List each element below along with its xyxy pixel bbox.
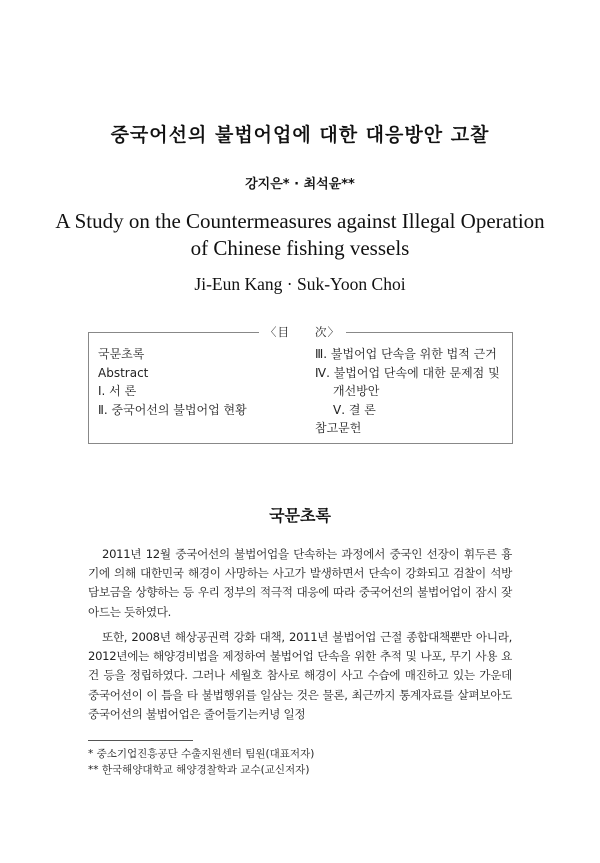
toc-item: Ⅴ. 결 론: [333, 402, 376, 417]
table-of-contents: [88, 325, 513, 444]
section-heading: 국문초록: [269, 506, 331, 525]
footnotes: [88, 746, 314, 778]
toc-item: Ⅱ. 중국어선의 불법어업 현황: [98, 402, 247, 417]
paragraph-text: 2011년 12월 중국어선의 불법어업을 단속하는 과정에서 중국인 선장이 휘두른 흉기에 의해 대한민국 해경이 사망하는 사고가 발생하면서 단속이 강화되고 검찰이 석방 담보금을 상향하는 등 우리 정부의 적극적 대응에 따라 중국어선의 불법어업이 잠시 잦아드는 듯하였다.: [88, 547, 512, 619]
abstract-paragraph-1: [88, 545, 512, 622]
toc-left-column: [98, 345, 247, 419]
paragraph-text: 또한, 2008년 해상공권력 강화 대책, 2011년 불법어업 근절 종합대책뿐만 아니라, 2012년에는 해양경비법을 제정하여 불법어업 단속을 위한 추적 및 나포, 무기 사용 요건 등을 정립하였다. 그러나 세월호 참사로 해경이 사고 수습에 매진하고 있는 가운데 중국어선이 이 틈을 타 불법행위를 일삼는 것은 물론, 최근까지 통계자료를 살펴보아도 중국어선의 불법어업은 줄어들기는커녕 일정: [88, 630, 512, 721]
korean-authors: 강지은* · 최석윤**: [245, 177, 355, 192]
footnote-2: ** 한국해양대학교 해양경찰학과 교수(교신저자): [88, 764, 310, 776]
english-authors: Ji-Eun Kang · Suk-Yoon Choi: [194, 274, 406, 294]
toc-item: 참고문헌: [315, 421, 362, 435]
english-title-line-1: A Study on the Countermeasures against Illegal Operation: [55, 209, 545, 233]
english-title: [0, 208, 600, 262]
footnote-1: * 중소기업진흥공단 수출지원센터 팀원(대표저자): [88, 748, 315, 760]
toc-item: Abstract: [98, 365, 149, 380]
toc-item-continued: 개선방안: [333, 384, 380, 398]
abstract-paragraph-2: [88, 628, 512, 724]
toc-label: 〈目 次〉: [259, 324, 346, 340]
toc-item: 국문초록: [98, 347, 145, 361]
toc-item: Ⅲ. 불법어업 단속을 위한 법적 근거: [315, 347, 497, 361]
english-title-line-2: of Chinese fishing vessels: [190, 236, 410, 260]
korean-title: 중국어선의 불법어업에 대한 대응방안 고찰: [110, 124, 490, 146]
toc-item: Ⅳ. 불법어업 단속에 대한 문제점 및: [315, 365, 500, 380]
toc-right-column: [315, 345, 510, 438]
footnote-divider: [88, 740, 193, 741]
toc-item: Ⅰ. 서 론: [98, 384, 137, 398]
